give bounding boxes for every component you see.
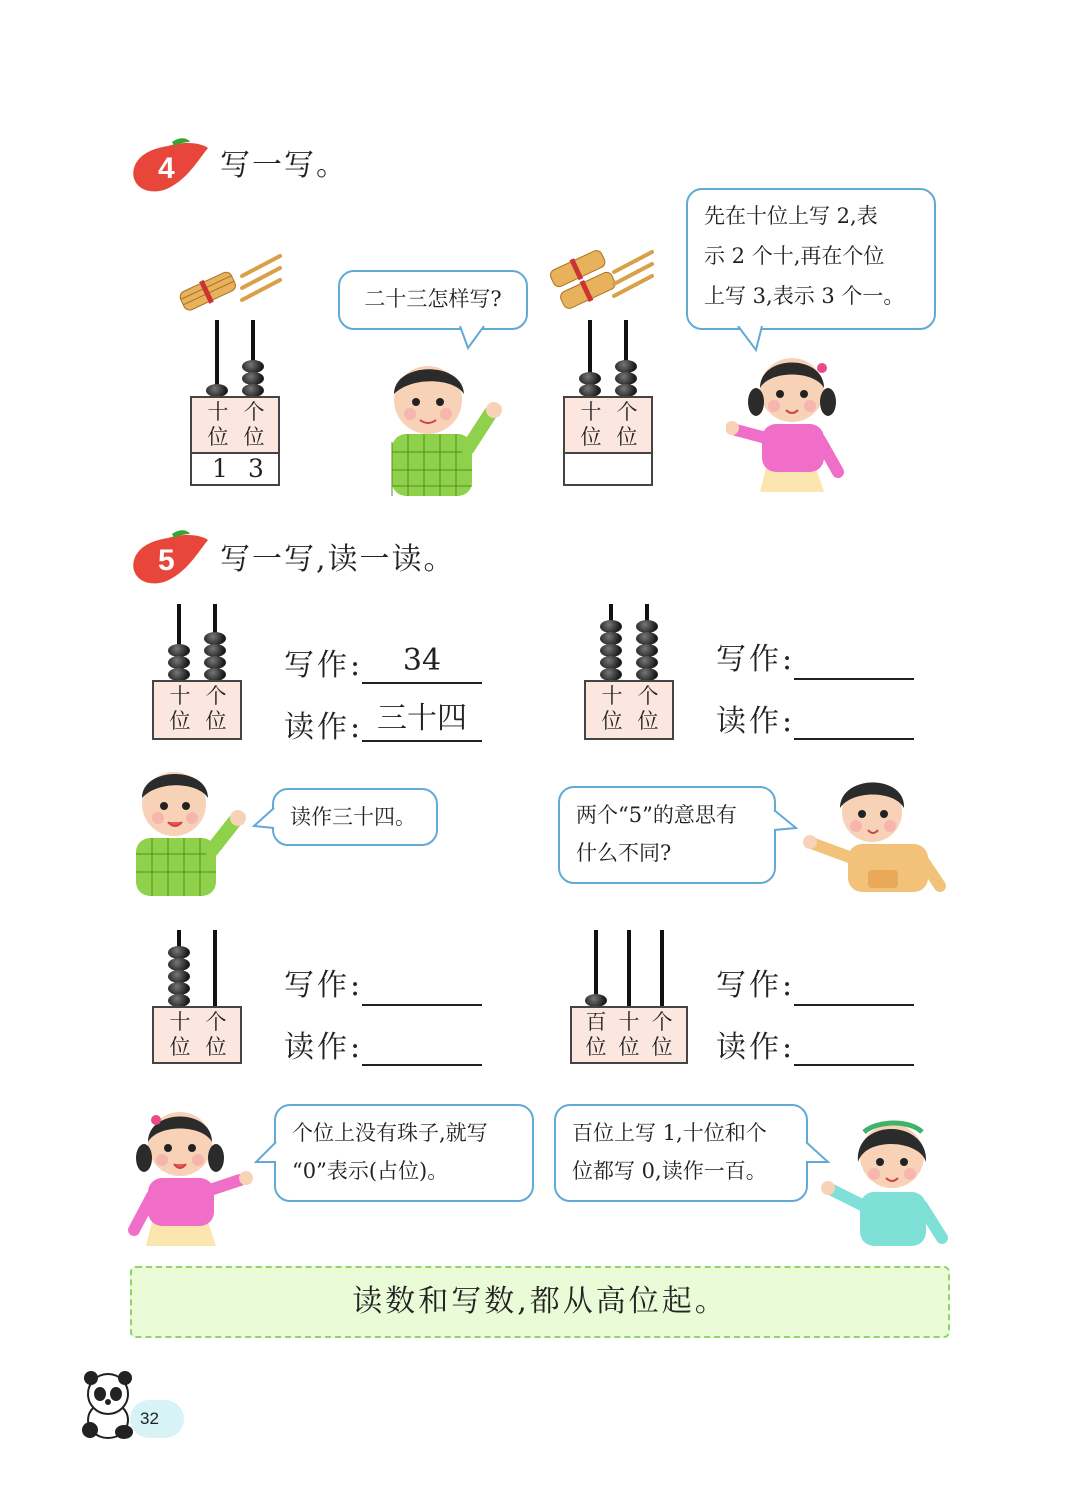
speech-bubble-boy-question: 两个“5”的意思有 什么不同? [558,786,776,884]
stick-bundle-icon [176,252,286,316]
page-number: 32 [130,1400,184,1438]
read-label: 读作: [284,710,364,745]
place-label-tens: 十 位 [618,1010,640,1059]
abacus-34 [152,604,244,740]
read-answer-field[interactable] [794,1022,914,1066]
girl-character-icon [128,1100,256,1248]
read-label: 读作: [284,1030,364,1065]
abacus-ex4-second [563,320,655,486]
abacus-ex4-first [190,320,282,486]
boy-character-icon [130,758,250,898]
panda-icon [78,1370,140,1442]
bubble-tail [252,806,276,832]
speech-bubble-girl: 先在十位上写 2,表 示 2 个十,再在个位 上写 3,表示 3 个一。 [686,188,936,330]
section-5-badge [128,530,212,590]
write-answer-field[interactable] [794,962,914,1006]
write-label: 写作: [284,968,364,1003]
stick-bundles-icon [548,244,658,316]
place-label-tens: 十 位 [580,400,602,449]
boy-character-icon [800,770,950,898]
place-label-ones: 个 位 [651,1010,673,1059]
section-4-number: 4 [158,152,175,185]
place-label-tens: 十 位 [169,1010,191,1059]
ones-digit: 3 [248,454,264,483]
empty-digit-box [563,454,653,486]
speech-bubble-boy: 读作三十四。 [272,788,438,846]
place-label-ones: 个 位 [205,684,227,733]
place-label-ones: 个 位 [205,1010,227,1059]
bubble-tail [772,808,798,834]
write-answer-field[interactable] [794,636,914,680]
read-answer-field[interactable]: 三十四 [362,698,482,742]
place-label-tens: 十 位 [207,400,229,449]
read-label: 读作: [716,704,796,739]
section-4-badge [128,138,212,198]
tens-digit: 1 [212,454,228,483]
write-label: 写作: [716,642,796,677]
write-label: 写作: [716,968,796,1003]
place-label-ones: 个 位 [616,400,638,449]
abacus-50 [152,930,244,1066]
bubble-tail [254,1140,278,1166]
summary-box: 读数和写数,都从高位起。 [130,1266,950,1338]
girl-character-icon [726,346,854,494]
place-label-ones: 个 位 [637,684,659,733]
write-answer-field[interactable]: 34 [362,640,482,684]
girl-character-icon [818,1112,958,1252]
read-answer-field[interactable] [362,1022,482,1066]
abacus-100 [570,930,688,1066]
place-label-tens: 十 位 [169,684,191,733]
abacus-55 [584,604,676,740]
speech-bubble-girl-hundred: 百位上写 1,十位和个 位都写 0,读作一百。 [554,1104,808,1202]
bubble-tail [458,326,488,350]
write-answer-field[interactable] [362,962,482,1006]
section-5-number: 5 [158,544,175,577]
place-label-hundreds: 百 位 [585,1010,607,1059]
section-4-title: 写一写。 [220,148,348,183]
speech-bubble-boy: 二十三怎样写? [338,270,528,330]
place-label-tens: 十 位 [601,684,623,733]
boy-character-icon [378,352,508,498]
place-label-ones: 个 位 [243,400,265,449]
write-label: 写作: [284,648,364,683]
read-label: 读作: [716,1030,796,1065]
read-answer-field[interactable] [794,696,914,740]
section-5-title: 写一写,读一读。 [220,542,456,577]
speech-bubble-girl-zero: 个位上没有珠子,就写 “0”表示(占位)。 [274,1104,534,1202]
